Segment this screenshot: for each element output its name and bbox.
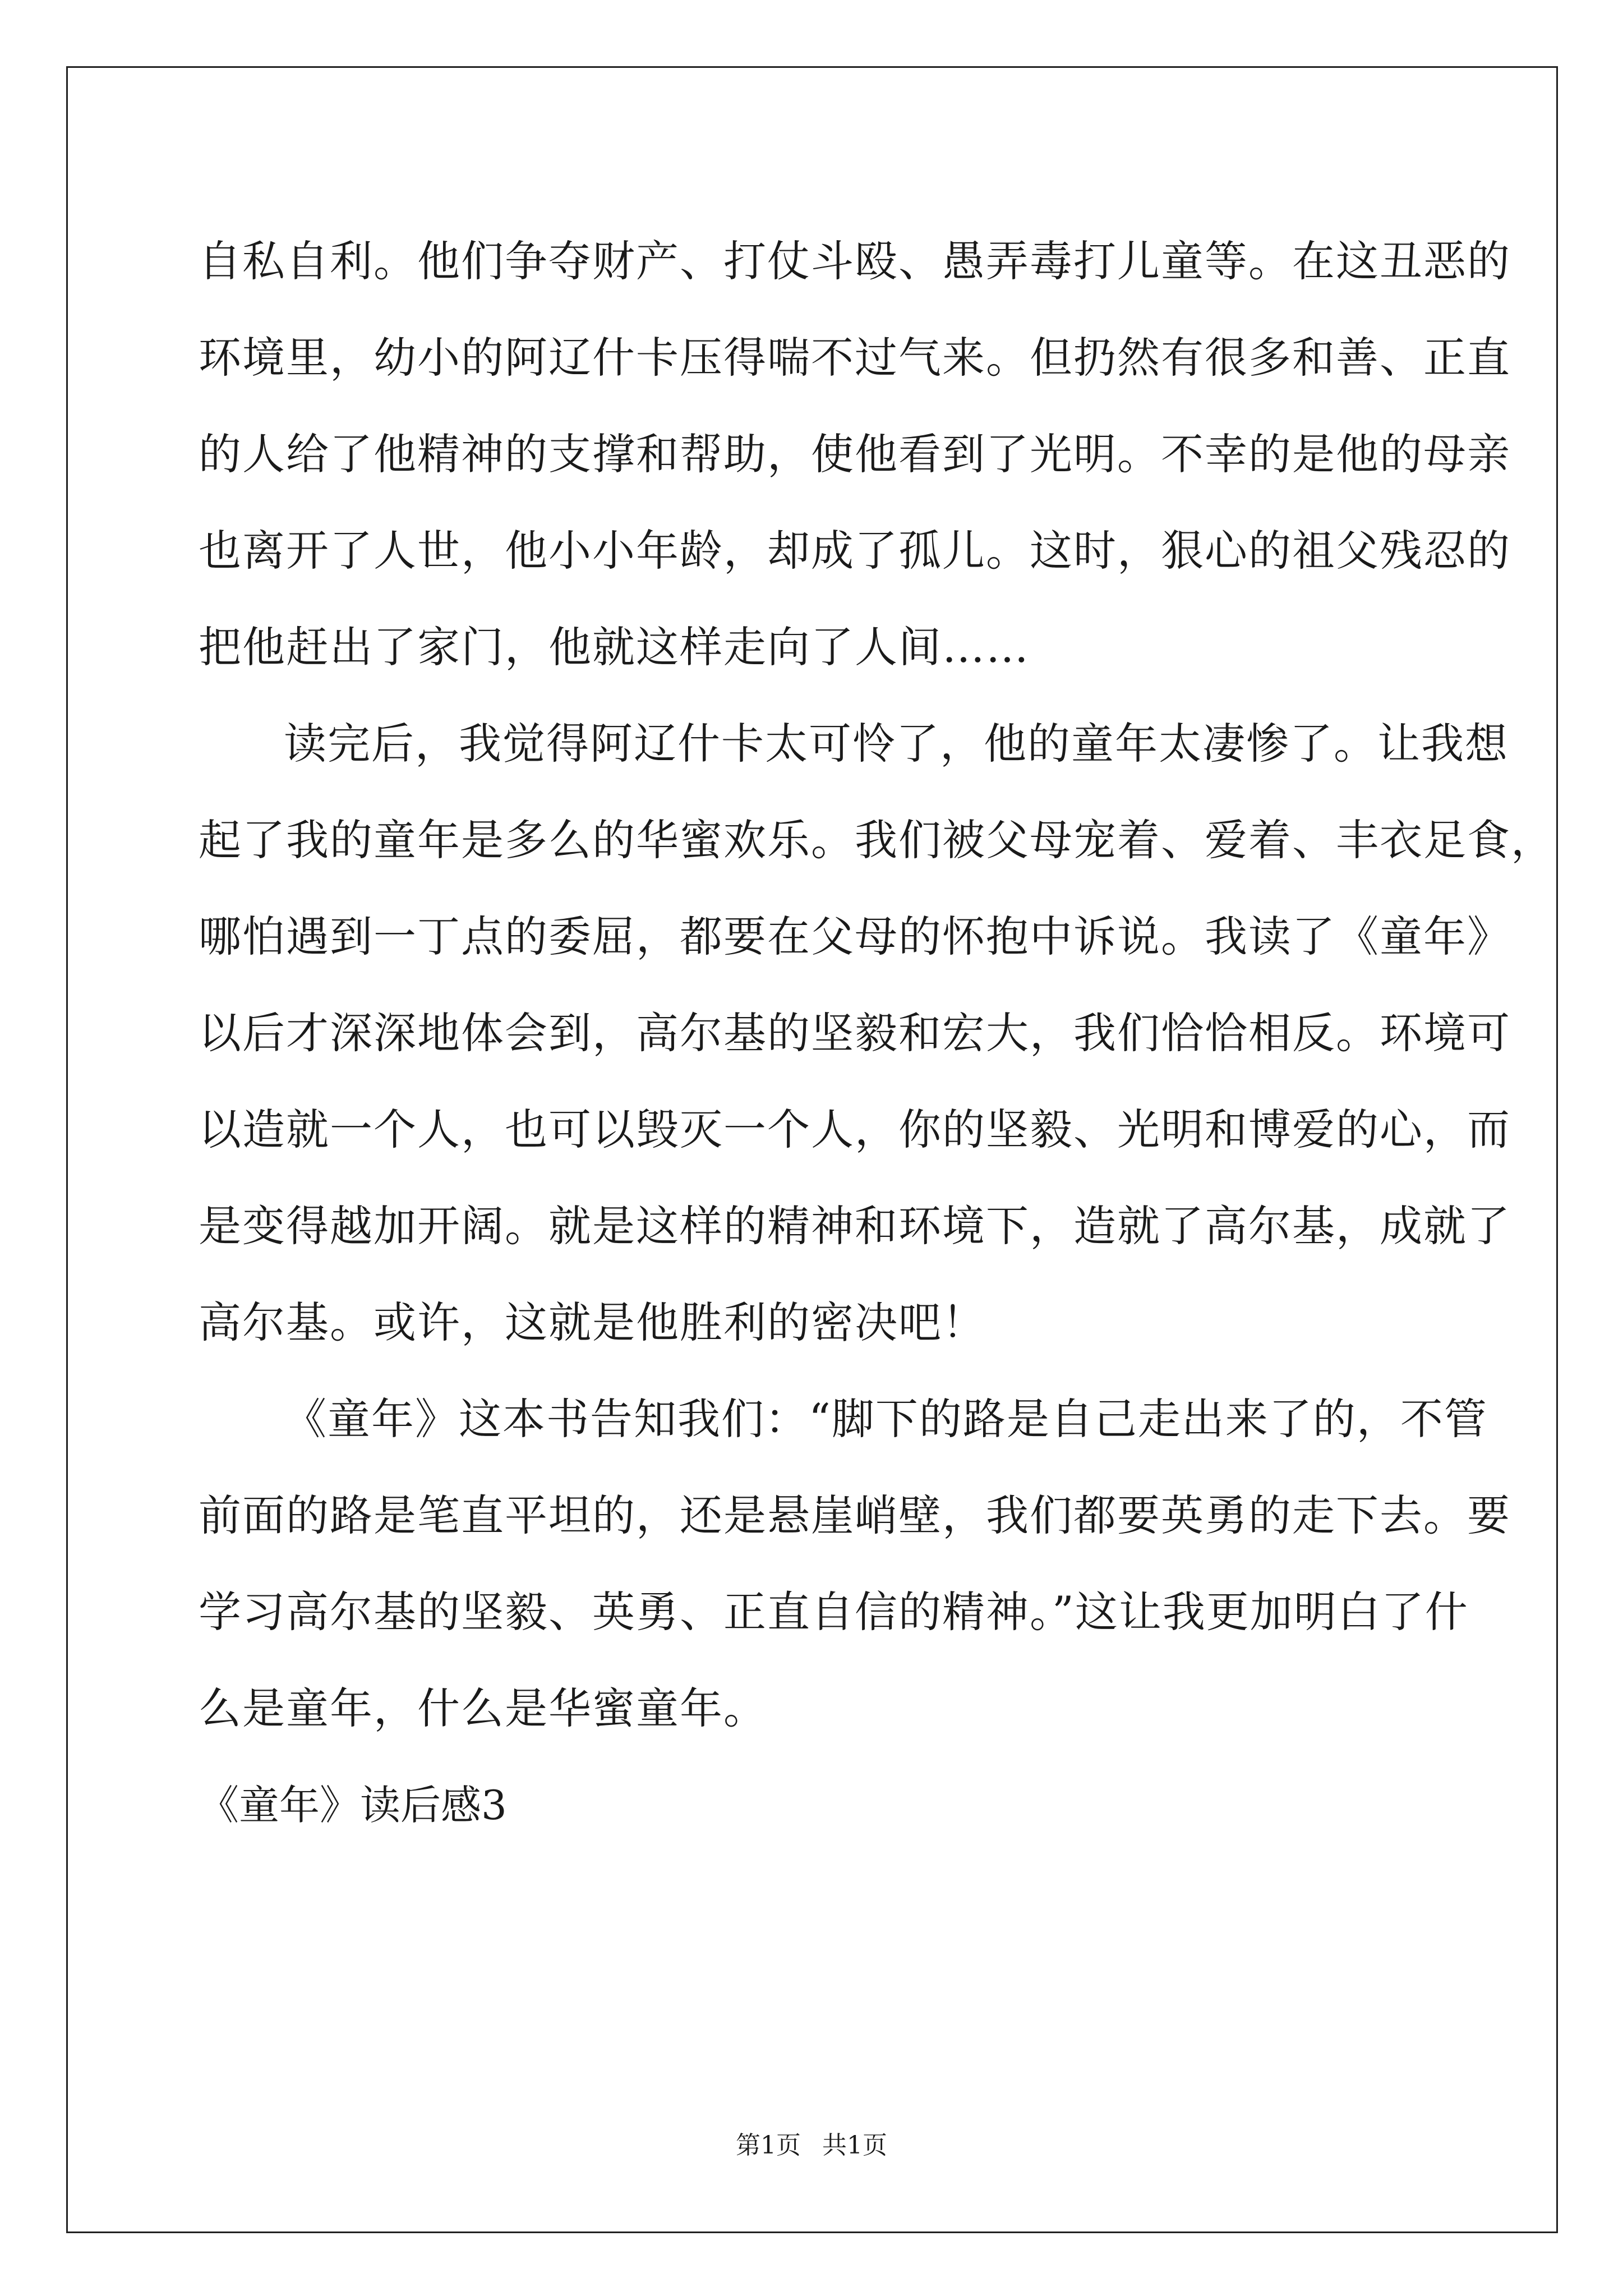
text-line: 也离开了人世，他小小年龄，却成了孤儿。这时，狠心的祖父残忍的 [199,526,1511,576]
text-line: 自私自利。他们争夺财产、打仗斗殴、愚弄毒打儿童等。在这丑恶的 [199,236,1511,286]
paragraph [199,696,1555,1371]
text-line: 《童年》这本书告知我们：“脚下的路是自己走出来了的，不管 [284,1394,1488,1444]
text-line: 的人给了他精神的支撑和帮助，使他看到了光明。不幸的是他的母亲 [199,429,1511,479]
paragraph [199,1371,1511,1757]
text-line: 读完后，我觉得阿辽什卡太可怜了，他的童年太凄惨了。让我想 [284,719,1509,769]
text-line: 前面的路是笔直平坦的，还是悬崖峭壁，我们都要英勇的走下去。要 [199,1490,1511,1540]
text-line: 以造就一个人，也可以毁灭一个人，你的坚毅、光明和博爱的心，而 [199,1105,1511,1154]
document-body [199,213,1555,1853]
page-number: 第1页 [736,2131,801,2160]
section-heading: 《童年》读后感3 [199,1782,507,1829]
text-line: 环境里，幼小的阿辽什卡压得喘不过气来。但扔然有很多和善、正直 [199,333,1511,383]
text-line: 么是童年，什么是华蜜童年。 [199,1683,767,1733]
paragraph [199,213,1511,696]
text-line: 把他赶出了家门，他就这样走向了人间…… [199,622,1030,672]
text-line: 学习高尔基的坚毅、英勇、正直自信的精神。”这让我更加明白了什 [199,1587,1469,1637]
text-line: 哪怕遇到一丁点的委屈，都要在父母的怀抱中诉说。我读了《童年》 [199,912,1511,961]
text-line: 以后才深深地体会到，高尔基的坚毅和宏大，我们恰恰相反。环境可 [199,1008,1511,1058]
page-footer [0,2125,1623,2161]
page-total: 共1页 [822,2131,887,2160]
text-line: 是变得越加开阔。就是这样的精神和环境下，造就了高尔基，成就了 [199,1201,1511,1251]
text-line: 高尔基。或许，这就是他胜利的密决吧！ [199,1297,986,1347]
text-line: 起了我的童年是多么的华蜜欢乐。我们被父母宠着、爱着、丰衣足食， [199,815,1555,865]
